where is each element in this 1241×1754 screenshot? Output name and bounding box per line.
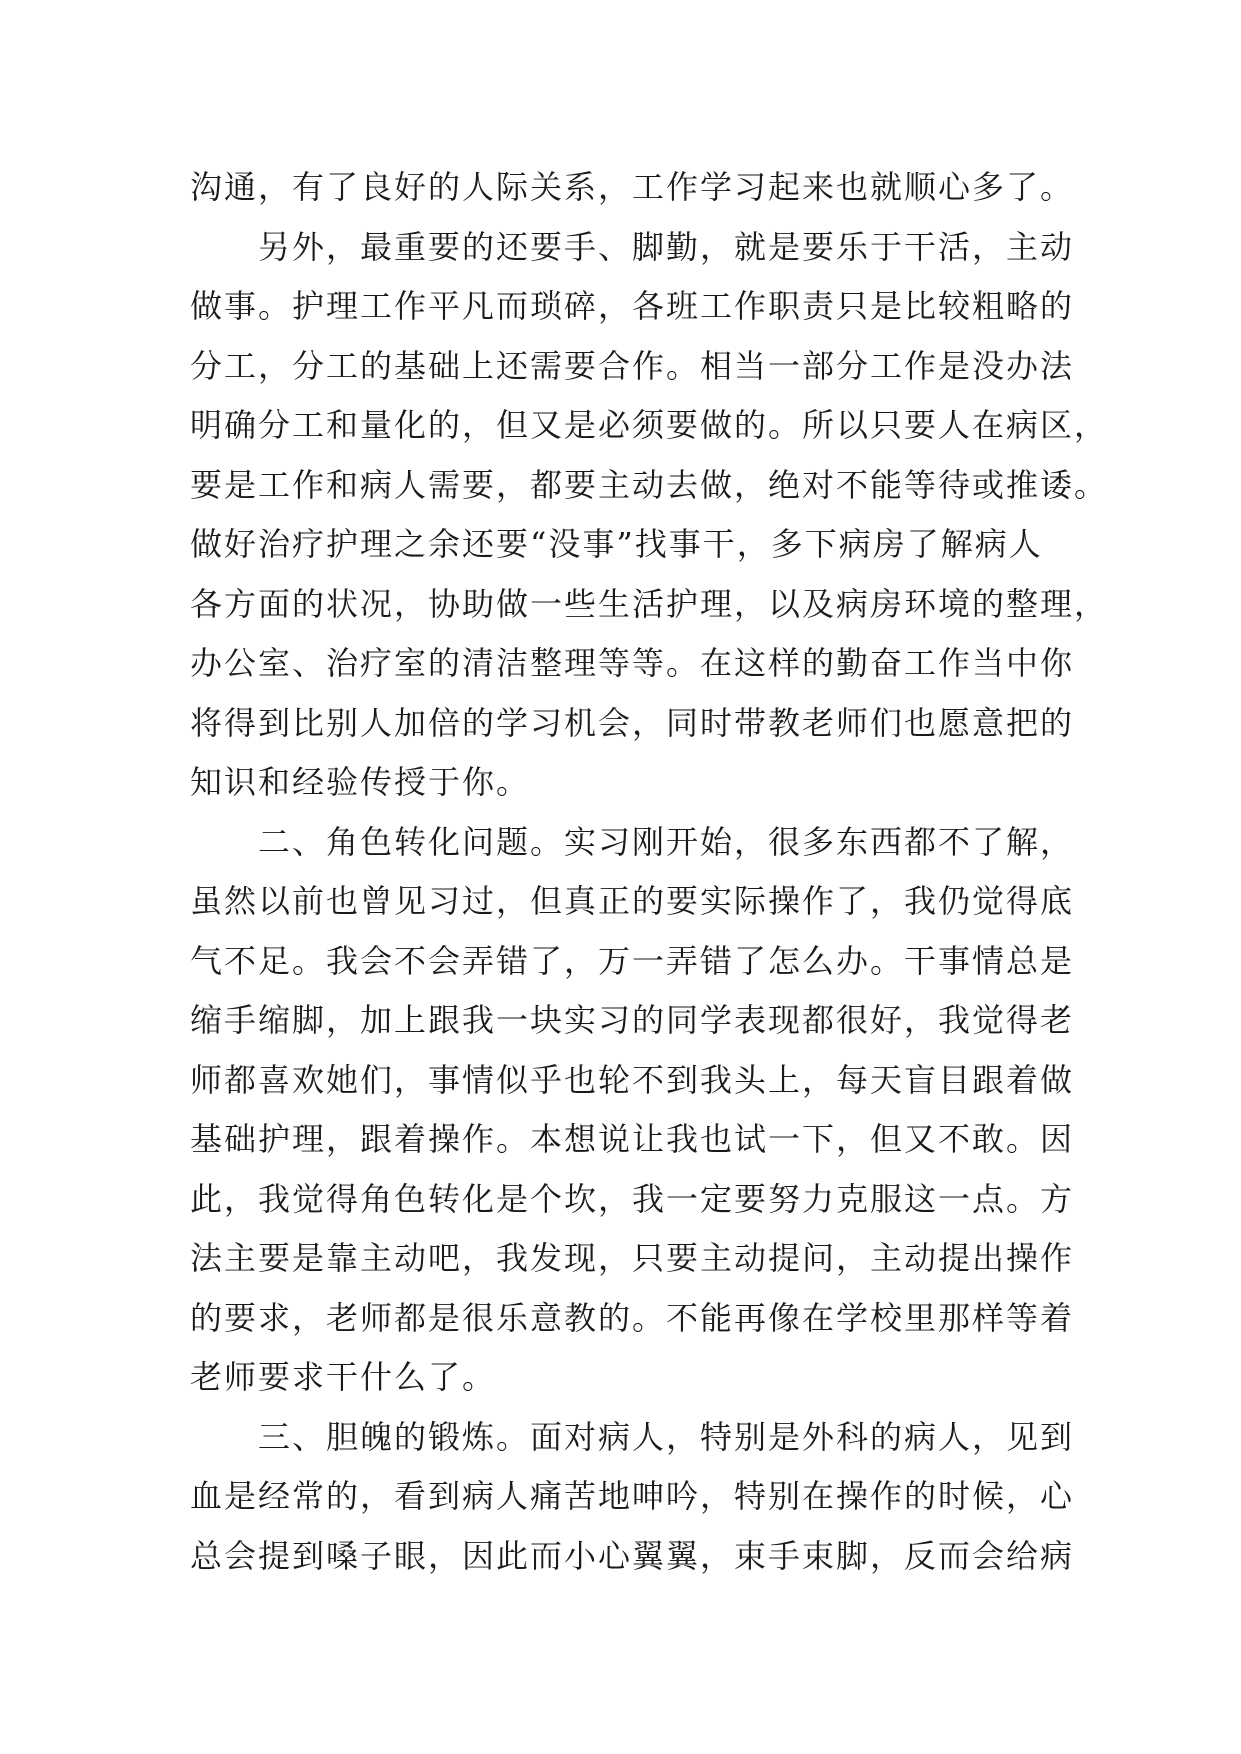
body-text xyxy=(190,158,1109,1586)
text-line: 各方面的状况，协助做一些生活护理，以及病房环境的整理， xyxy=(190,584,1109,623)
text-line: 将得到比别人加倍的学习机会，同时带教老师们也愿意把的 xyxy=(190,703,1075,742)
text-line: 二、角色转化问题。实习刚开始，很多东西都不了解， xyxy=(190,822,1075,861)
text-line: 要是工作和病人需要，都要主动去做，绝对不能等待或推诿。 xyxy=(190,465,1109,504)
text-line: 老师要求干什么了。 xyxy=(190,1358,497,1396)
text-line: 缩手缩脚，加上跟我一块实习的同学表现都很好，我觉得老 xyxy=(190,1001,1075,1039)
text-line: 另外，最重要的还要手、脚勤，就是要乐于干活，主动 xyxy=(190,227,1075,266)
text-line: 总会提到嗓子眼，因此而小心翼翼，束手束脚，反而会给病 xyxy=(190,1536,1075,1575)
text-line: 血是经常的，看到病人痛苦地呻吟，特别在操作的时候，心 xyxy=(190,1477,1075,1515)
text-line: 办公室、治疗室的清洁整理等等。在这样的勤奋工作当中你 xyxy=(190,644,1075,682)
text-line: 气不足。我会不会弄错了，万一弄错了怎么办。干事情总是 xyxy=(190,941,1075,980)
text-line: 做事。护理工作平凡而琐碎，各班工作职责只是比较粗略的 xyxy=(190,287,1075,325)
text-line: 基础护理，跟着操作。本想说让我也试一下，但又不敢。因 xyxy=(190,1120,1075,1158)
text-line: 明确分工和量化的，但又是必须要做的。所以只要人在病区， xyxy=(190,406,1109,444)
text-line: 分工，分工的基础上还需要合作。相当一部分工作是没办法 xyxy=(190,346,1075,385)
text-line: 师都喜欢她们，事情似乎也轮不到我头上，每天盲目跟着做 xyxy=(190,1060,1075,1099)
text-line: 此，我觉得角色转化是个坎，我一定要努力克服这一点。方 xyxy=(190,1179,1075,1218)
text-line: 法主要是靠主动吧，我发现，只要主动提问，主动提出操作 xyxy=(190,1239,1075,1277)
text-line: 做好治疗护理之余还要“没事”找事干，多下病房了解病人 xyxy=(190,525,1043,563)
text-line: 沟通，有了良好的人际关系，工作学习起来也就顺心多了。 xyxy=(190,168,1075,206)
text-line: 虽然以前也曾见习过，但真正的要实际操作了，我仍觉得底 xyxy=(190,882,1075,920)
text-line: 的要求，老师都是很乐意教的。不能再像在学校里那样等着 xyxy=(190,1298,1075,1337)
text-line: 知识和经验传授于你。 xyxy=(190,763,531,801)
text-line: 三、胆魄的锻炼。面对病人，特别是外科的病人，见到 xyxy=(190,1417,1075,1456)
